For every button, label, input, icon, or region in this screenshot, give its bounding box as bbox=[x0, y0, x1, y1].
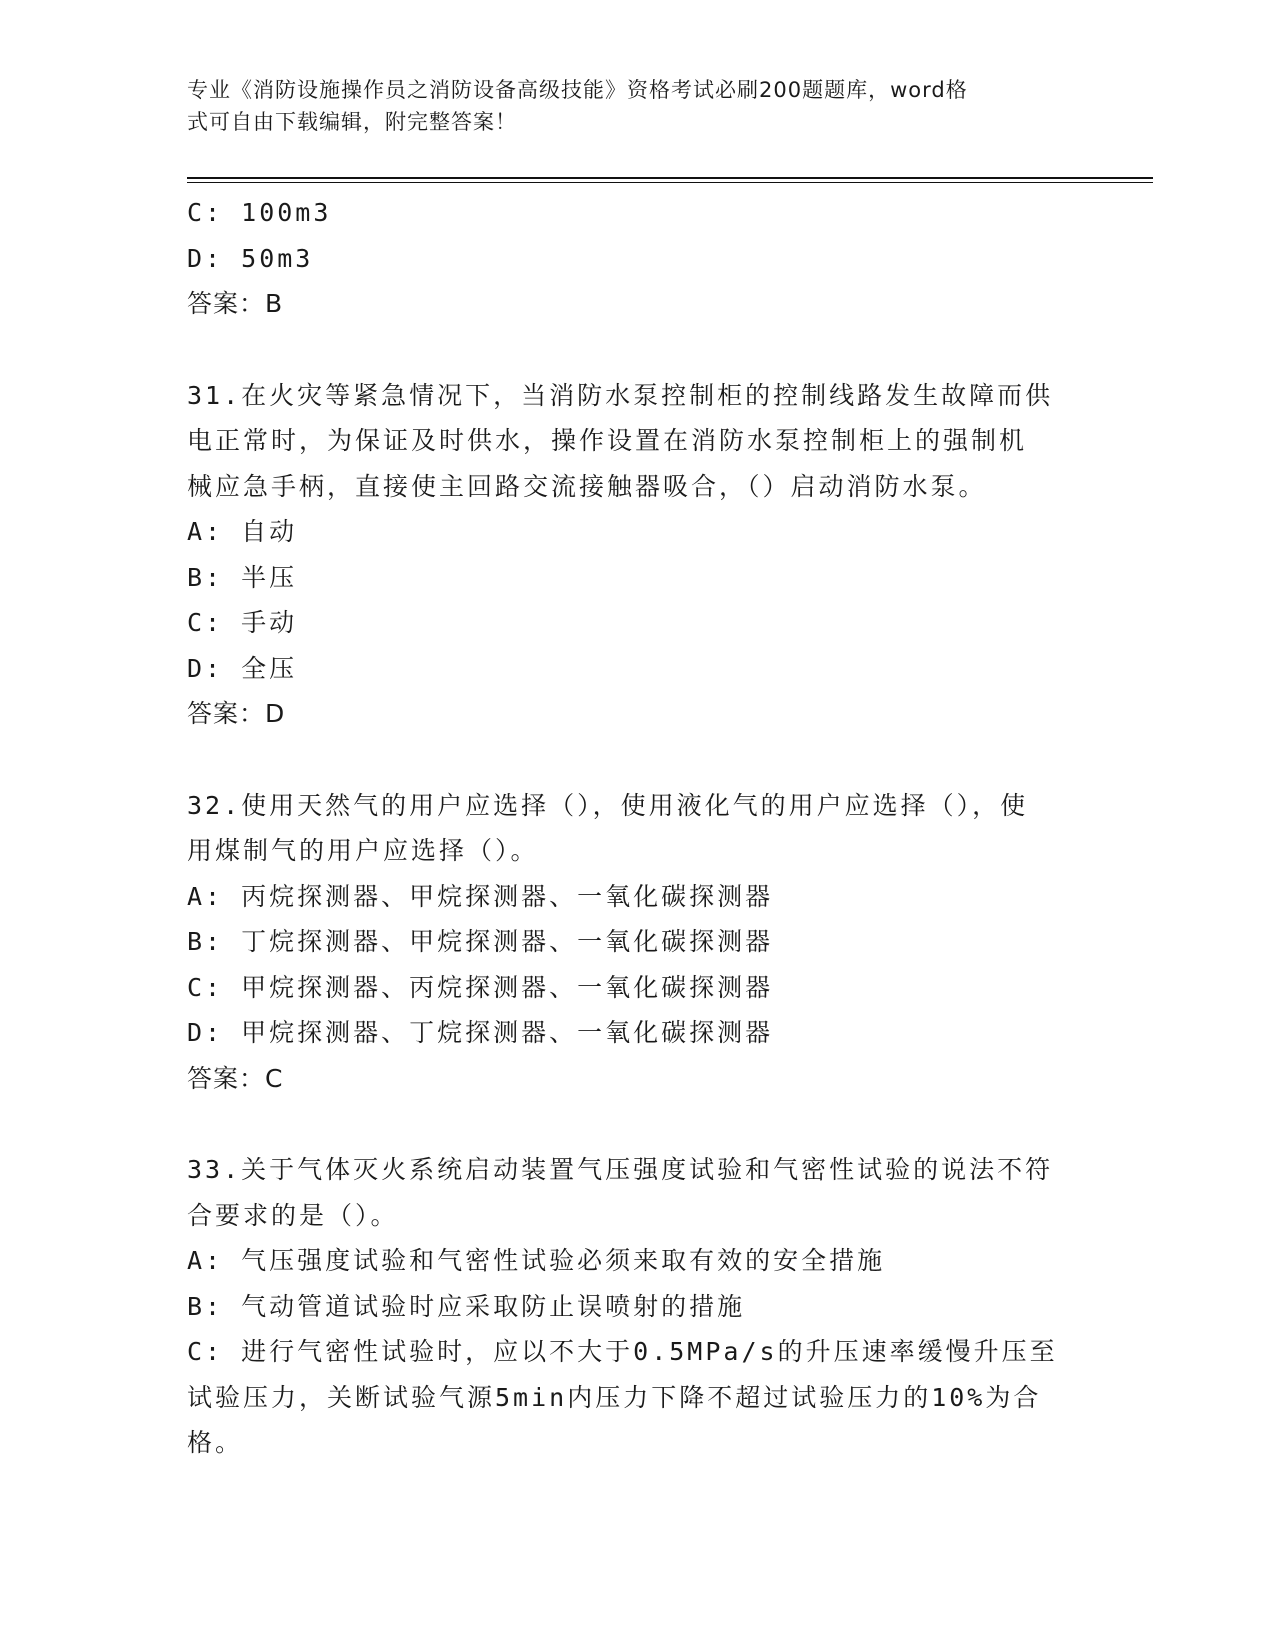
question-stem: 32.使用天然气的用户应选择（），使用液化气的用户应选择（），使 bbox=[187, 790, 1029, 820]
header-divider-thick bbox=[187, 177, 1153, 179]
option-a: A: 气压强度试验和气密性试验必须来取有效的安全措施 bbox=[187, 1246, 886, 1275]
header-line-2: 式可自由下载编辑，附完整答案！ bbox=[187, 110, 517, 134]
question-stem: 31.在火灾等紧急情况下，当消防水泵控制柜的控制线路发生故障而供 bbox=[187, 380, 1054, 410]
answer: 答案：D bbox=[187, 699, 286, 728]
question-33 bbox=[187, 1147, 1087, 1466]
option-c: C: 进行气密性试验时，应以不大于0.5MPa/s的升压速率缓慢升压至 bbox=[187, 1337, 1058, 1366]
option-d: D: 甲烷探测器、丁烷探测器、一氧化碳探测器 bbox=[187, 1018, 774, 1047]
option-b: B: 半压 bbox=[187, 562, 298, 592]
option-c-continued: 格。 bbox=[187, 1428, 244, 1457]
header-divider-thin bbox=[187, 182, 1153, 183]
option-c: C: 100m3 bbox=[187, 198, 332, 227]
question-list bbox=[187, 190, 1087, 1466]
option-c: C: 手动 bbox=[187, 608, 298, 637]
question-stem: 电正常时，为保证及时供水，操作设置在消防水泵控制柜上的强制机 bbox=[187, 426, 1028, 455]
option-c-continued: 试验压力，关断试验气源5min内压力下降不超过试验压力的10%为合 bbox=[187, 1382, 1042, 1412]
option-a: A: 丙烷探测器、甲烷探测器、一氧化碳探测器 bbox=[187, 881, 774, 911]
spacer bbox=[187, 1101, 1087, 1147]
question-stem: 械应急手柄，直接使主回路交流接触器吸合，（）启动消防水泵。 bbox=[187, 471, 987, 501]
document-header bbox=[187, 74, 1067, 138]
question-31 bbox=[187, 373, 1087, 737]
question-stem: 合要求的是（）。 bbox=[187, 1200, 399, 1230]
question-stem: 用煤制气的用户应选择（）。 bbox=[187, 836, 539, 865]
answer: 答案：B bbox=[187, 289, 284, 318]
option-b: B: 丁烷探测器、甲烷探测器、一氧化碳探测器 bbox=[187, 927, 774, 956]
question-stem: 33.关于气体灭火系统启动装置气压强度试验和气密性试验的说法不符 bbox=[187, 1155, 1054, 1184]
question-30-tail bbox=[187, 190, 1087, 327]
option-d: D: 50m3 bbox=[187, 243, 314, 273]
question-32 bbox=[187, 783, 1087, 1102]
option-b: B: 气动管道试验时应采取防止误喷射的措施 bbox=[187, 1291, 746, 1321]
header-line-1: 专业《消防设施操作员之消防设备高级技能》资格考试必刷200题题库，word格 bbox=[187, 78, 968, 102]
spacer bbox=[187, 327, 1087, 373]
option-c: C: 甲烷探测器、丙烷探测器、一氧化碳探测器 bbox=[187, 972, 774, 1002]
option-d: D: 全压 bbox=[187, 653, 298, 683]
answer: 答案：C bbox=[187, 1063, 284, 1093]
spacer bbox=[187, 737, 1087, 783]
option-a: A: 自动 bbox=[187, 517, 298, 546]
